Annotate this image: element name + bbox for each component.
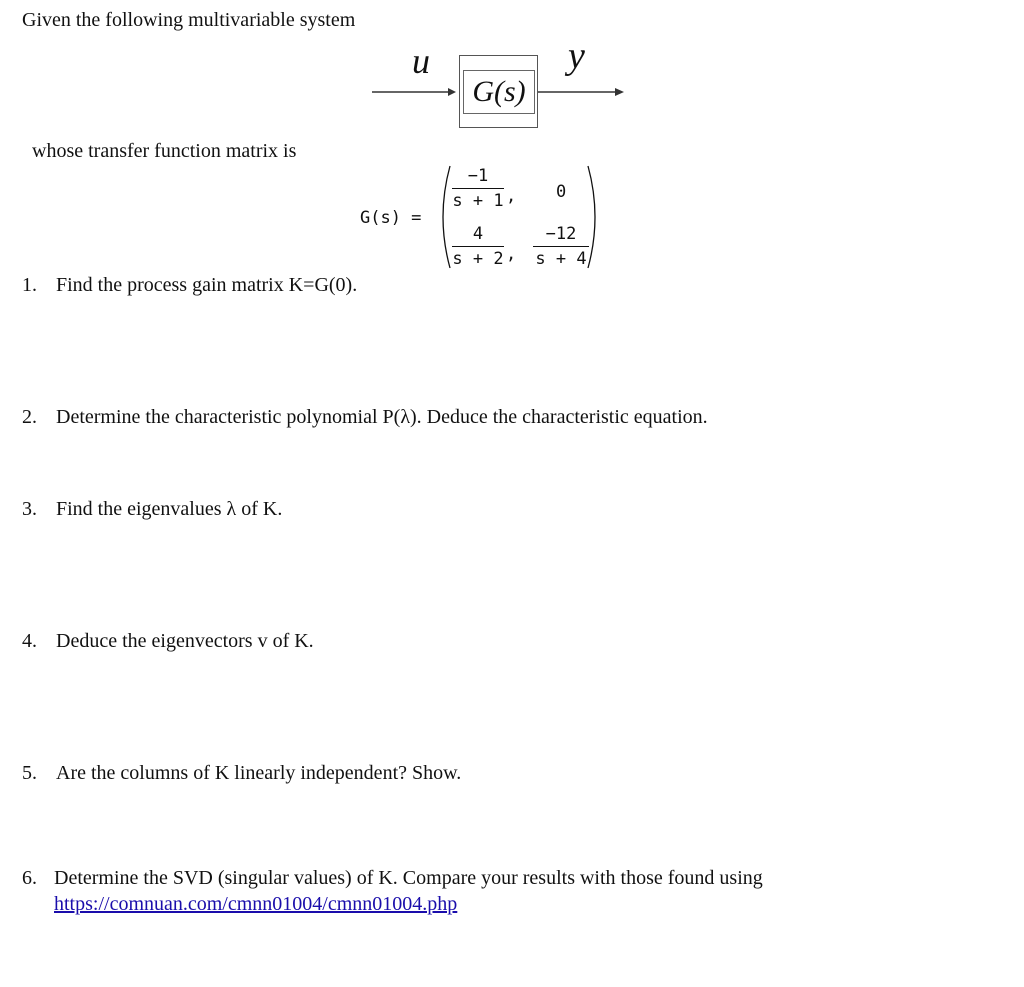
g11-denominator: s + 1 [452,191,504,211]
matrix-entry-g11 [452,166,504,211]
matrix-entry-g12: 0 [556,182,567,202]
question-4 [22,630,314,653]
question-3 [22,498,282,521]
question-number: 5. [22,762,37,784]
g11-comma: , [506,186,517,206]
question-number: 4. [22,630,37,652]
right-paren [588,166,595,268]
g22-denominator: s + 4 [535,249,587,269]
matrix-entry-g21 [452,224,504,269]
g21-comma: , [506,244,517,264]
matrix-entry-g22 [533,224,589,269]
intro-text: Given the following multivariable system [22,9,356,31]
question-text: Determine the SVD (singular values) of K. Compare your results with those found using [54,867,763,889]
question-number: 6. [22,867,37,889]
output-label: y [568,35,585,77]
question-number: 3. [22,498,37,520]
g22-numerator: −12 [545,224,577,244]
question-number: 2. [22,406,37,428]
question-5 [22,762,461,785]
question-text: Find the eigenvalues λ of K. [56,498,283,520]
question-text: Determine the characteristic polynomial P(λ). Deduce the characteristic equation. [56,406,708,428]
matrix-intro-text: whose transfer function matrix is [32,140,297,162]
question-6 [22,867,763,890]
g21-numerator: 4 [472,224,484,244]
input-arrowhead [448,88,456,96]
question-1 [22,274,357,297]
input-label: u [412,41,430,81]
g21-denominator: s + 2 [452,249,504,269]
left-paren [443,166,450,268]
question-text: Find the process gain matrix K=G(0). [56,274,358,296]
question-text: Are the columns of K linearly independent? Show. [56,762,462,784]
question-2 [22,406,708,429]
output-arrowhead [615,88,624,96]
g21-fraction-bar [452,246,504,247]
matrix-lhs: G(s) = [360,208,422,228]
g11-numerator: −1 [467,166,489,186]
question-text: Deduce the eigenvectors v of K. [56,630,314,652]
question-number: 1. [22,274,37,296]
g11-fraction-bar [452,188,504,189]
comnuan-link[interactable]: https://comnuan.com/cmnn01004/cmnn01004.php [54,893,458,915]
g22-fraction-bar [533,246,589,247]
transfer-block-label: G(s) [463,70,535,114]
